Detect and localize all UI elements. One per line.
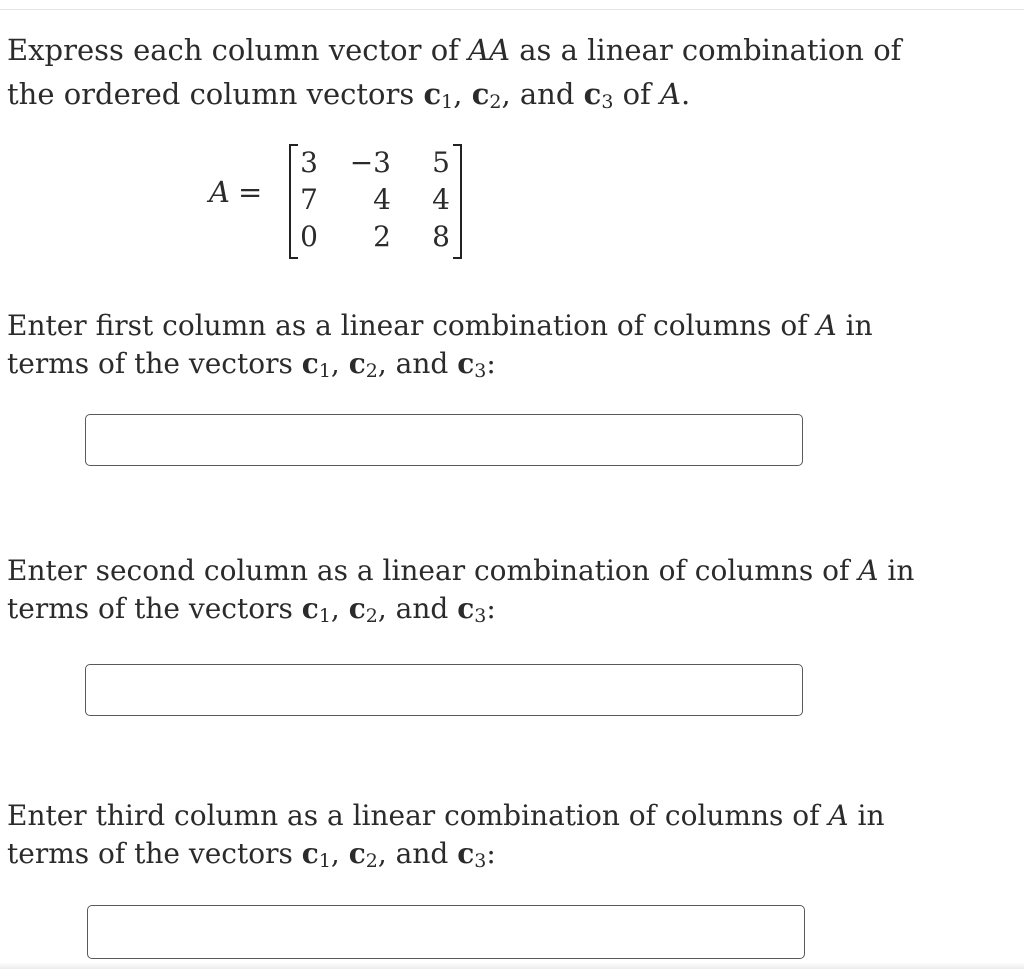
matrix-right-bracket [453,144,462,259]
vector-c1: $c_1$ [301,592,331,627]
vector-c2: $c_2$ [348,592,378,627]
vector-c2: $c_2$ [348,837,378,872]
matrix-symbol: A [660,77,681,111]
bottom-edge-shadow [0,962,1024,969]
vector-c1: $c_1$ [301,837,331,872]
intro-text: Express each column vector of [7,33,469,67]
matrix-symbol: A [858,554,879,587]
matrix-cell: 8 [432,220,450,253]
problem-line-1 [7,28,901,72]
matrix-cell: 5 [432,146,450,179]
question-line-2: terms of the vectors $c_1$, $c_2$, and $c_3$: [7,347,496,382]
intro-text: . [681,77,691,111]
second-column-answer-input[interactable] [85,664,803,716]
problem-line-2 [7,72,901,116]
question-line-2: terms of the vectors $c_1$, $c_2$, and $c_3$: [7,592,496,627]
vector-c1: $c_1$ [301,347,331,382]
matrix-label: A = [209,175,263,209]
matrix-cell: 3 [300,146,318,179]
question-line-1: Enter third column as a linear combination of columns of A in [7,799,885,832]
top-divider [0,9,1024,10]
matrix-cell: 4 [432,183,450,216]
matrix-symbol: AA [468,33,511,67]
matrix-cell: 4 [373,183,391,216]
question-line-1: Enter second column as a linear combination of columns of A in [7,554,915,587]
question-line-1: Enter first column as a linear combination of columns of A in [7,309,873,342]
vector-c3: $c_3$ [457,592,487,627]
intro-text: of [613,77,661,111]
vector-c1: $c_1$ [423,77,454,113]
question-line-2: terms of the vectors $c_1$, $c_2$, and $c_3$: [7,837,496,872]
separator: , and [501,77,584,111]
matrix-cell: 2 [373,220,391,253]
vector-c2: $c_2$ [471,77,502,113]
matrix-symbol: A [828,799,849,832]
problem-statement [7,28,901,116]
intro-text: as a linear combination of [510,33,902,67]
question-first-column [7,307,873,383]
vector-c3: $c_3$ [583,77,614,113]
question-third-column [7,797,885,873]
vector-c3: $c_3$ [457,347,487,382]
vector-c2: $c_2$ [348,347,378,382]
matrix-cell: −3 [349,146,391,179]
first-column-answer-input[interactable] [85,414,803,466]
matrix-symbol: A [816,309,837,342]
vector-c3: $c_3$ [457,837,487,872]
matrix-grid [297,144,455,259]
question-second-column [7,552,914,628]
separator: , [453,77,472,111]
matrix-cell: 0 [300,220,318,253]
matrix-cell: 7 [300,183,318,216]
third-column-answer-input[interactable] [87,905,805,959]
intro-text: the ordered column vectors [7,77,424,111]
